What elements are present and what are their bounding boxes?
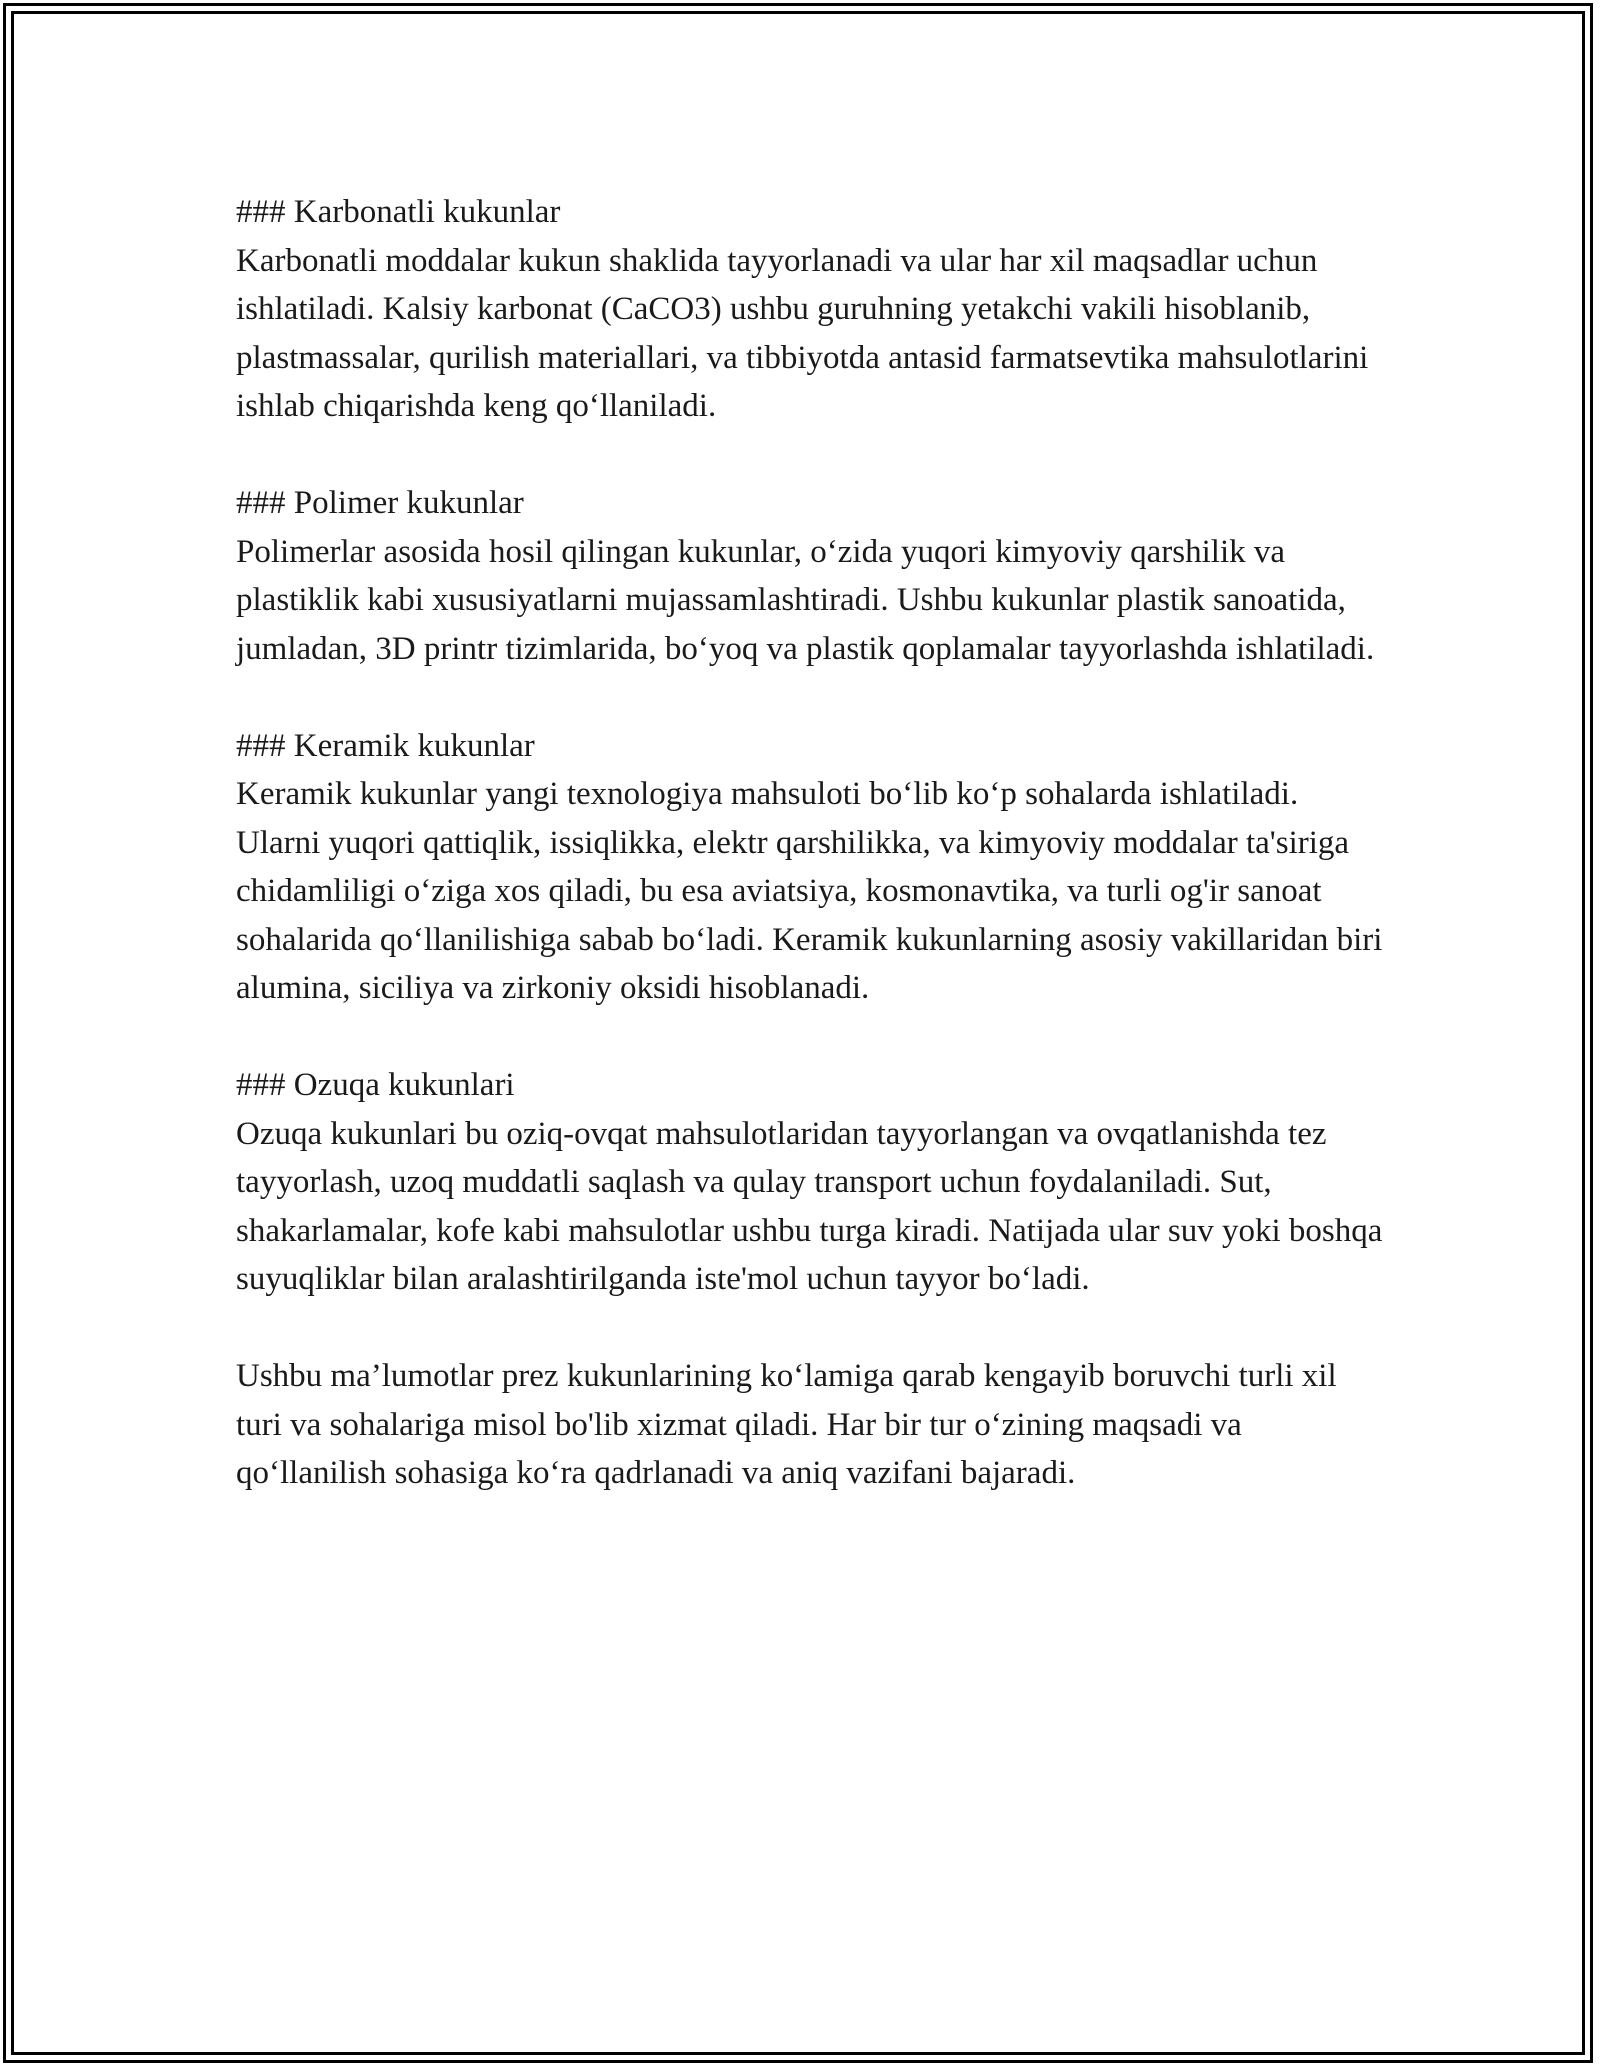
section-heading: ### Ozuqa kukunlari [236,1067,515,1103]
section-heading: ### Karbonatli kukunlar [236,194,561,230]
document-body [236,188,1386,1498]
closing-paragraph: Ushbu ma’lumotlar prez kukunlarining ko‘lamiga qarab kengayib boruvchi turli xil turi va sohalariga misol bo'lib xizmat qiladi. Har bir tur o‘zining maqsadi va qo‘llanilish sohasiga ko‘ra qadrlanadi va aniq vazifani bajaradi. [236,1358,1337,1491]
section-paragraph: Keramik kukunlar yangi texnologiya mahsuloti bo‘lib ko‘p sohalarda ishlatiladi. Ularni yuqori qattiqlik, issiqlikka, elektr qarshilikka, va kimyoviy moddalar ta'siriga chidamliligi o‘ziga xos qiladi, bu esa aviatsiya, kosmonavtika, va turli og'ir sanoat sohalarida qo‘llanilishiga sabab bo‘ladi. Keramik kukunlarning asosiy vakillaridan biri alumina, siciliya va zirkoniy oksidi hisoblanadi. [236,776,1383,1006]
section-paragraph: Karbonatli moddalar kukun shaklida tayyorlanadi va ular har xil maqsadlar uchun ishlatiladi. Kalsiy karbonat (CaCO3) ushbu guruhning yetakchi vakili hisoblanib, plastmassalar, qurilish materiallari, va tibbiyotda antasid farmatsevtika mahsulotlarini ishlab chiqarishda keng qo‘llaniladi. [236,242,1369,424]
section-karbonatli [236,188,1386,431]
section-heading: ### Keramik kukunlar [236,727,535,764]
section-polimer [236,479,1386,673]
section-paragraph: Ozuqa kukunlari bu oziq-ovqat mahsulotlaridan tayyorlangan va ovqatlanishda tez tayyorlash, uzoq muddatli saqlash va qulay transport uchun foydalaniladi. Sut, shakarlamalar, kofe kabi mahsulotlar ushbu turga kiradi. Natijada ular suv yoki boshqa suyuqliklar bilan aralashtirilganda iste'mol uchun tayyor bo‘ladi. [236,1115,1383,1297]
section-paragraph: Polimerlar asosida hosil qilingan kukunlar, o‘zida yuqori kimyoviy qarshilik va plastiklik kabi xususiyatlarni mujassamlashtiradi. Ushbu kukunlar plastik sanoatida, jumladan, 3D printr tizimlarida, bo‘yoq va plastik qoplamalar tayyorlashda ishlatiladi. [236,533,1375,667]
section-heading: ### Polimer kukunlar [236,485,524,521]
section-keramik [236,722,1386,1013]
section-ozuqa [236,1061,1386,1304]
